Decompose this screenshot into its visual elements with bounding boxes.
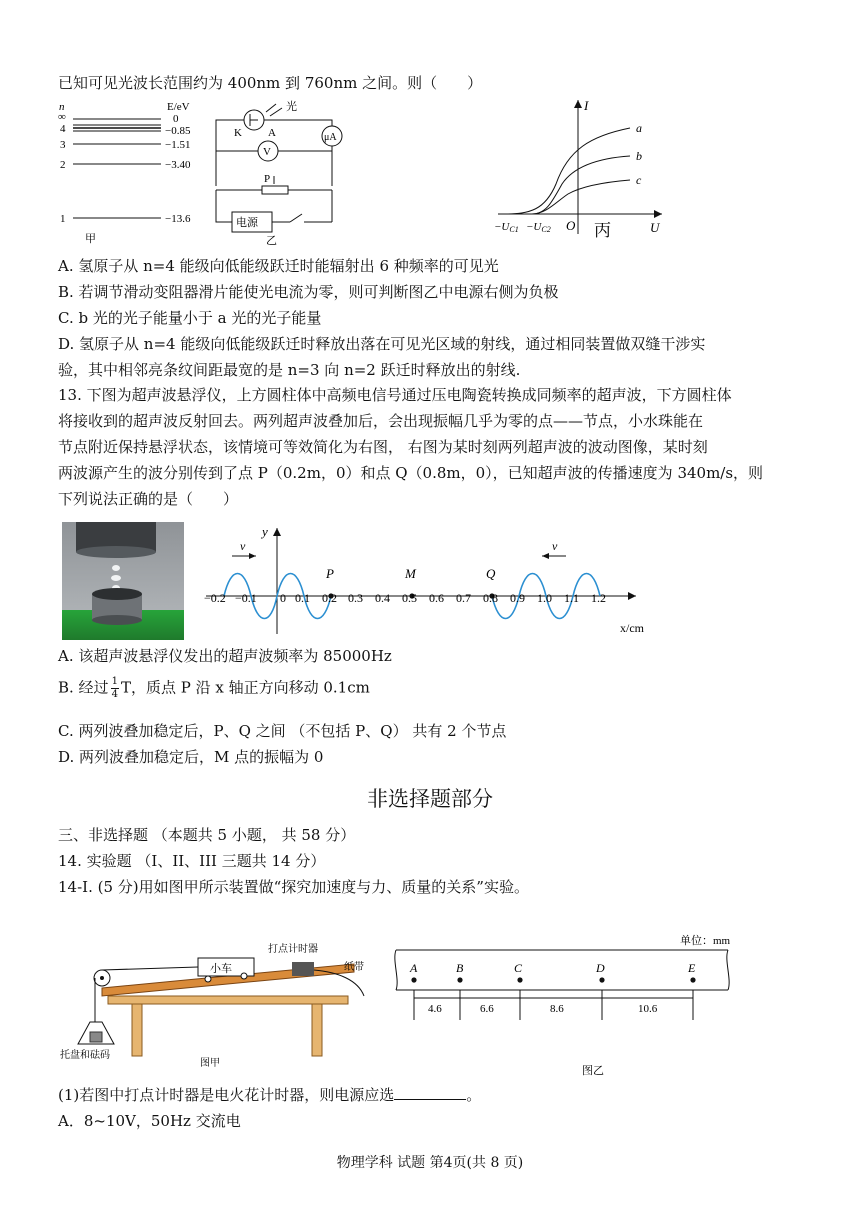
level-e-1: −13.6: [165, 213, 191, 225]
gap-de: 10.6: [638, 1003, 658, 1015]
light-label: 光: [286, 101, 297, 113]
page-footer: 物理学科 试题 第4页(共 8 页): [336, 1155, 524, 1171]
level-n-1: 1: [60, 213, 66, 225]
velocity-left: v: [240, 539, 246, 553]
q12-stem: 已知可见光波长范围约为 400nm 到 760nm 之间。则（ ）: [58, 74, 483, 92]
levitator-photo: [62, 522, 184, 640]
fraction-quarter: $\frac{1}{4}$: [111, 676, 118, 700]
x-axis-label: x/cm: [620, 621, 644, 635]
level-e-2: −3.40: [165, 159, 191, 171]
fig-caption-apparatus: 图甲: [200, 1058, 220, 1069]
section-title: 非选择题部分: [367, 787, 493, 811]
point-m-label: M: [405, 566, 416, 581]
q13-stem-3: 节点附近保持悬浮状态，该情境可等效简化为右图， 右图为某时刻两列超声波的波动图像，某时刻: [58, 438, 708, 456]
cart-label: 小车: [210, 963, 232, 975]
tick-0.8: 0.8: [483, 591, 498, 605]
q13-option-c: C. 两列波叠加稳定后，P、Q 之间 （不包括 P、Q） 共有 2 个节点: [58, 722, 507, 740]
tick-0.6: 0.6: [429, 591, 444, 605]
level-e-3: −1.51: [165, 139, 191, 151]
fig-caption-tape: 图乙: [582, 1065, 604, 1077]
q14-part1: 14-I. (5 分)用如图甲所示装置做“探究加速度与力、质量的关系”实验。: [58, 878, 529, 896]
tick-0.2: 0.2: [322, 591, 337, 605]
level-e-4: −0.85: [165, 125, 191, 137]
iu-graph: [490, 98, 670, 238]
q13-stem-2: 将接收到的超声波反射回去。两列超声波叠加后，会出现振幅几乎为零的点——节点，小水珠能在: [58, 412, 704, 430]
uc2-label: −UC2: [526, 221, 551, 234]
cathode-label: K: [234, 127, 242, 139]
origin-label: O: [566, 218, 576, 233]
q13-stem-5: 下列说法正确的是（ ）: [58, 490, 239, 508]
q14-sub1: (1)若图中打点计时器是电火花计时器，则电源应选 。: [58, 1086, 482, 1104]
q12-option-a: A. 氢原子从 n=4 能级向低能级跃迁时能辐射出 6 种频率的可见光: [58, 257, 499, 275]
gap-ab: 4.6: [428, 1003, 442, 1015]
point-b-label: B: [456, 961, 464, 975]
q12-option-c: C. b 光的光子能量小于 a 光的光子能量: [58, 309, 322, 327]
axis-e-label: E/eV: [167, 101, 190, 113]
axis-u-label: U: [650, 220, 660, 235]
section-heading: 三、非选择题 （本题共 5 小题， 共 58 分）: [58, 826, 356, 844]
tape-unit: 单位：mm: [680, 935, 731, 947]
anode-label: A: [268, 127, 276, 139]
fig-caption-jia: 甲: [85, 233, 96, 245]
gap-cd: 8.6: [550, 1003, 564, 1015]
q13-option-b: B. 经过 $\frac{1}{4}$ T，质点 P 沿 x 轴正方向移动 0.1cm: [58, 676, 370, 700]
curve-c-label: c: [636, 173, 642, 187]
answer-blank[interactable]: [394, 1085, 466, 1100]
axis-i-label: I: [584, 98, 589, 113]
q12-option-b: B. 若调节滑动变阻器滑片能使光电流为零，则可判断图乙中电源右侧为负极: [58, 283, 559, 301]
tick-m0.2: −0.2: [204, 591, 226, 605]
uc1-label: −UC1: [494, 221, 519, 234]
q12-option-d-line1: D. 氢原子从 n=4 能级向低能级跃迁时释放出落在可见光区域的射线，通过相同装置做双缝干涉实: [58, 335, 706, 353]
point-c-label: C: [514, 961, 523, 975]
point-d-label: D: [596, 961, 605, 975]
voltmeter-label: V: [263, 146, 271, 158]
point-q-label: Q: [486, 566, 496, 581]
wave-graph: [196, 522, 666, 640]
level-n-3: 3: [60, 139, 66, 151]
tick-0.3: 0.3: [348, 591, 363, 605]
q13-stem-4: 两波源产生的波分别传到了点 P（0.2m，0）和点 Q（0.8m，0），已知超声波的传播速度为 340m/s，则: [58, 464, 764, 482]
curve-b-label: b: [636, 149, 642, 163]
tick-0.1: 0.1: [295, 591, 310, 605]
axis-n-label: n: [59, 101, 65, 113]
q12-option-d-line2: 验，其中相邻亮条纹间距最宽的是 n=3 向 n=2 跃迁时释放出的射线.: [58, 361, 521, 379]
photoelectric-circuit: [212, 98, 362, 250]
tick-0.5: 0.5: [402, 591, 417, 605]
q14-title: 14. 实验题 （I、II、III 三题共 14 分）: [58, 852, 326, 870]
level-n-inf: ∞: [58, 111, 66, 123]
q13-stem-1: 13. 下图为超声波悬浮仪，上方圆柱体中高频电信号通过压电陶瓷转换成同频率的超声波，下方圆柱体: [58, 386, 732, 404]
point-e-label: E: [688, 961, 696, 975]
fig-caption-bing: 丙: [594, 221, 611, 238]
velocity-right: v: [552, 539, 558, 553]
ammeter-label: μA: [324, 132, 337, 143]
source-label: 电源: [236, 217, 258, 229]
q13-option-a: A. 该超声波悬浮仪发出的超声波频率为 85000Hz: [58, 647, 392, 665]
y-axis-label: y: [262, 524, 268, 539]
weights-label: 托盘和砝码: [60, 1050, 110, 1061]
tick-1.0: 1.0: [537, 591, 552, 605]
level-n-2: 2: [60, 159, 66, 171]
tape-label: 纸带: [344, 962, 364, 973]
tick-m0.1: −0.1: [235, 591, 257, 605]
tick-0: 0: [280, 591, 286, 605]
gap-bc: 6.6: [480, 1003, 494, 1015]
curve-a-label: a: [636, 121, 642, 135]
fig-caption-yi: 乙: [266, 235, 277, 247]
tape-figure: [390, 930, 740, 1078]
tick-0.4: 0.4: [375, 591, 390, 605]
apparatus-figure: [58, 940, 378, 1070]
tick-1.1: 1.1: [564, 591, 579, 605]
energy-level-diagram: [55, 98, 205, 250]
q13-option-d: D. 两列波叠加稳定后，M 点的振幅为 0: [58, 748, 324, 766]
level-e-inf: 0: [173, 113, 179, 125]
q14-option-a: A．8~10V，50Hz 交流电: [58, 1112, 241, 1130]
tick-1.2: 1.2: [591, 591, 606, 605]
tick-0.7: 0.7: [456, 591, 471, 605]
timer-label: 打点计时器: [268, 944, 318, 955]
point-p-label: P: [326, 566, 334, 581]
level-n-4: 4: [60, 123, 66, 135]
point-a-label: A: [410, 961, 418, 975]
tick-0.9: 0.9: [510, 591, 525, 605]
slider-label: P: [264, 173, 271, 185]
